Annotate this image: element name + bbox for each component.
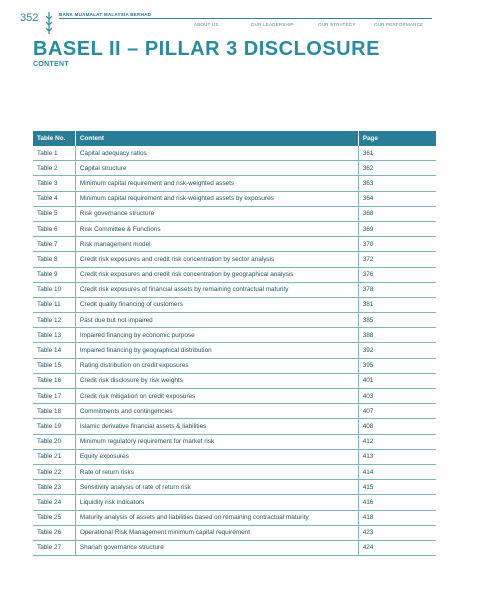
page-header [0, 0, 480, 40]
content-cell: Risk governance structure [75, 206, 358, 221]
table-number-cell: Table 8 [33, 252, 75, 267]
page-number-cell: 376 [358, 267, 436, 282]
page-number-cell: 416 [358, 495, 436, 510]
table-number-cell: Table 11 [33, 297, 75, 312]
table-row [33, 206, 436, 221]
table-number-cell: Table 26 [33, 525, 75, 540]
nav-our-performance[interactable]: OUR PERFORMANCE [374, 22, 424, 27]
page-number-cell: 423 [358, 525, 436, 540]
table-row [33, 221, 436, 236]
header-content: Content [75, 131, 358, 146]
page-number-cell: 369 [358, 221, 436, 236]
page-number-cell: 362 [358, 161, 436, 176]
page-number-cell: 385 [358, 313, 436, 328]
table-row [33, 404, 436, 419]
page-number-cell: 424 [358, 540, 436, 555]
content-cell: Credit risk exposures and credit risk concentration by geographical analysis [75, 267, 358, 282]
table-number-cell: Table 7 [33, 237, 75, 252]
header-table-no: Table No. [33, 131, 75, 146]
table-row [33, 540, 436, 555]
page-number-cell: 363 [358, 176, 436, 191]
table-number-cell: Table 19 [33, 419, 75, 434]
content-cell: Credit risk mitigation on credit exposures [75, 389, 358, 404]
header-page: Page [358, 131, 436, 146]
table-number-cell: Table 3 [33, 176, 75, 191]
table-row [33, 237, 436, 252]
page-number-cell: 403 [358, 389, 436, 404]
content-cell: Rate of return risks [75, 464, 358, 479]
content-cell: Minimum capital requirement and risk-weighted assets [75, 176, 358, 191]
table-number-cell: Table 4 [33, 191, 75, 206]
table-number-cell: Table 14 [33, 343, 75, 358]
page-number-cell: 407 [358, 404, 436, 419]
table-number-cell: Table 24 [33, 495, 75, 510]
page-number-cell: 368 [358, 206, 436, 221]
page-number-cell: 381 [358, 297, 436, 312]
content-cell: Minimum regulatory requirement for market risk [75, 434, 358, 449]
table-row [33, 389, 436, 404]
table-number-cell: Table 23 [33, 480, 75, 495]
page-number-cell: 388 [358, 328, 436, 343]
page-subtitle: CONTENT [33, 61, 69, 68]
page-number: 352 [20, 12, 39, 24]
table-row [33, 358, 436, 373]
page-number-cell: 361 [358, 146, 436, 161]
page-number-cell: 392 [358, 343, 436, 358]
contents-table [33, 131, 436, 556]
content-cell: Capital adequacy ratios [75, 146, 358, 161]
nav-our-leadership[interactable]: OUR LEADERSHIP [251, 22, 294, 27]
nav-our-strategy[interactable]: OUR STRATEGY [318, 22, 356, 27]
table-row [33, 252, 436, 267]
table-number-cell: Table 17 [33, 389, 75, 404]
page-number-cell: 370 [358, 237, 436, 252]
table-number-cell: Table 21 [33, 449, 75, 464]
table-header-row [33, 131, 436, 146]
table-row [33, 419, 436, 434]
page-number-cell: 414 [358, 464, 436, 479]
page-number-cell: 364 [358, 191, 436, 206]
table-number-cell: Table 27 [33, 540, 75, 555]
bank-name: BANK MUAMALAT MALAYSIA BERHAD [59, 12, 152, 17]
table-number-cell: Table 18 [33, 404, 75, 419]
content-cell: Credit risk exposures and credit risk concentration by sector analysis [75, 252, 358, 267]
content-cell: Impaired financing by geographical distribution [75, 343, 358, 358]
table-number-cell: Table 20 [33, 434, 75, 449]
content-cell: Rating distribution on credit exposures [75, 358, 358, 373]
table-number-cell: Table 22 [33, 464, 75, 479]
content-cell: Sensitivity analysis of rate of return risk [75, 480, 358, 495]
page-number-cell: 415 [358, 480, 436, 495]
table-row [33, 267, 436, 282]
content-cell: Equity exposures [75, 449, 358, 464]
table-number-cell: Table 15 [33, 358, 75, 373]
table-row [33, 343, 436, 358]
table-row [33, 449, 436, 464]
table-number-cell: Table 13 [33, 328, 75, 343]
nav-about-us[interactable]: ABOUT US [194, 22, 219, 27]
content-cell: Islamic derivative financial assets & liabilities [75, 419, 358, 434]
table-number-cell: Table 5 [33, 206, 75, 221]
table-row [33, 434, 436, 449]
content-cell: Credit risk disclosure by risk weights [75, 373, 358, 388]
content-cell: Minimum capital requirement and risk-weighted assets by exposures [75, 191, 358, 206]
table-row [33, 297, 436, 312]
table-row [33, 525, 436, 540]
table-number-cell: Table 9 [33, 267, 75, 282]
content-cell: Maturity analysis of assets and liabilities based on remaining contractual maturity [75, 510, 358, 525]
table-row [33, 191, 436, 206]
table-row [33, 146, 436, 161]
content-cell: Commitments and contingencies [75, 404, 358, 419]
table-number-cell: Table 12 [33, 313, 75, 328]
content-cell: Capital structure [75, 161, 358, 176]
bank-logo-icon [44, 11, 54, 35]
page-number-cell: 372 [358, 252, 436, 267]
table-row [33, 161, 436, 176]
page-number-cell: 408 [358, 419, 436, 434]
content-cell: Risk management model [75, 237, 358, 252]
content-cell: Credit risk exposures of financial assets by remaining contractual maturity [75, 282, 358, 297]
table-row [33, 464, 436, 479]
page-number-cell: 413 [358, 449, 436, 464]
table-row [33, 510, 436, 525]
table-number-cell: Table 2 [33, 161, 75, 176]
table-row [33, 176, 436, 191]
content-cell: Credit quality financing of customers [75, 297, 358, 312]
content-cell: Impaired financing by economic purpose [75, 328, 358, 343]
table-row [33, 282, 436, 297]
content-cell: Past due but not impaired [75, 313, 358, 328]
table-number-cell: Table 1 [33, 146, 75, 161]
table-row [33, 313, 436, 328]
table-row [33, 328, 436, 343]
page-number-cell: 395 [358, 358, 436, 373]
page-title: BASEL II – PILLAR 3 DISCLOSURE [33, 38, 380, 60]
page-number-cell: 378 [358, 282, 436, 297]
table-number-cell: Table 6 [33, 221, 75, 236]
page-number-cell: 418 [358, 510, 436, 525]
content-cell: Risk Committee & Functions [75, 221, 358, 236]
content-cell: Shariah governance structure [75, 540, 358, 555]
header-divider [59, 18, 432, 19]
table-row [33, 373, 436, 388]
table-number-cell: Table 16 [33, 373, 75, 388]
content-cell: Operational Risk Management minimum capital requirement [75, 525, 358, 540]
table-row [33, 495, 436, 510]
table-row [33, 480, 436, 495]
table-number-cell: Table 10 [33, 282, 75, 297]
page-number-cell: 401 [358, 373, 436, 388]
page-number-cell: 412 [358, 434, 436, 449]
content-cell: Liquidity risk indicators [75, 495, 358, 510]
table-number-cell: Table 25 [33, 510, 75, 525]
